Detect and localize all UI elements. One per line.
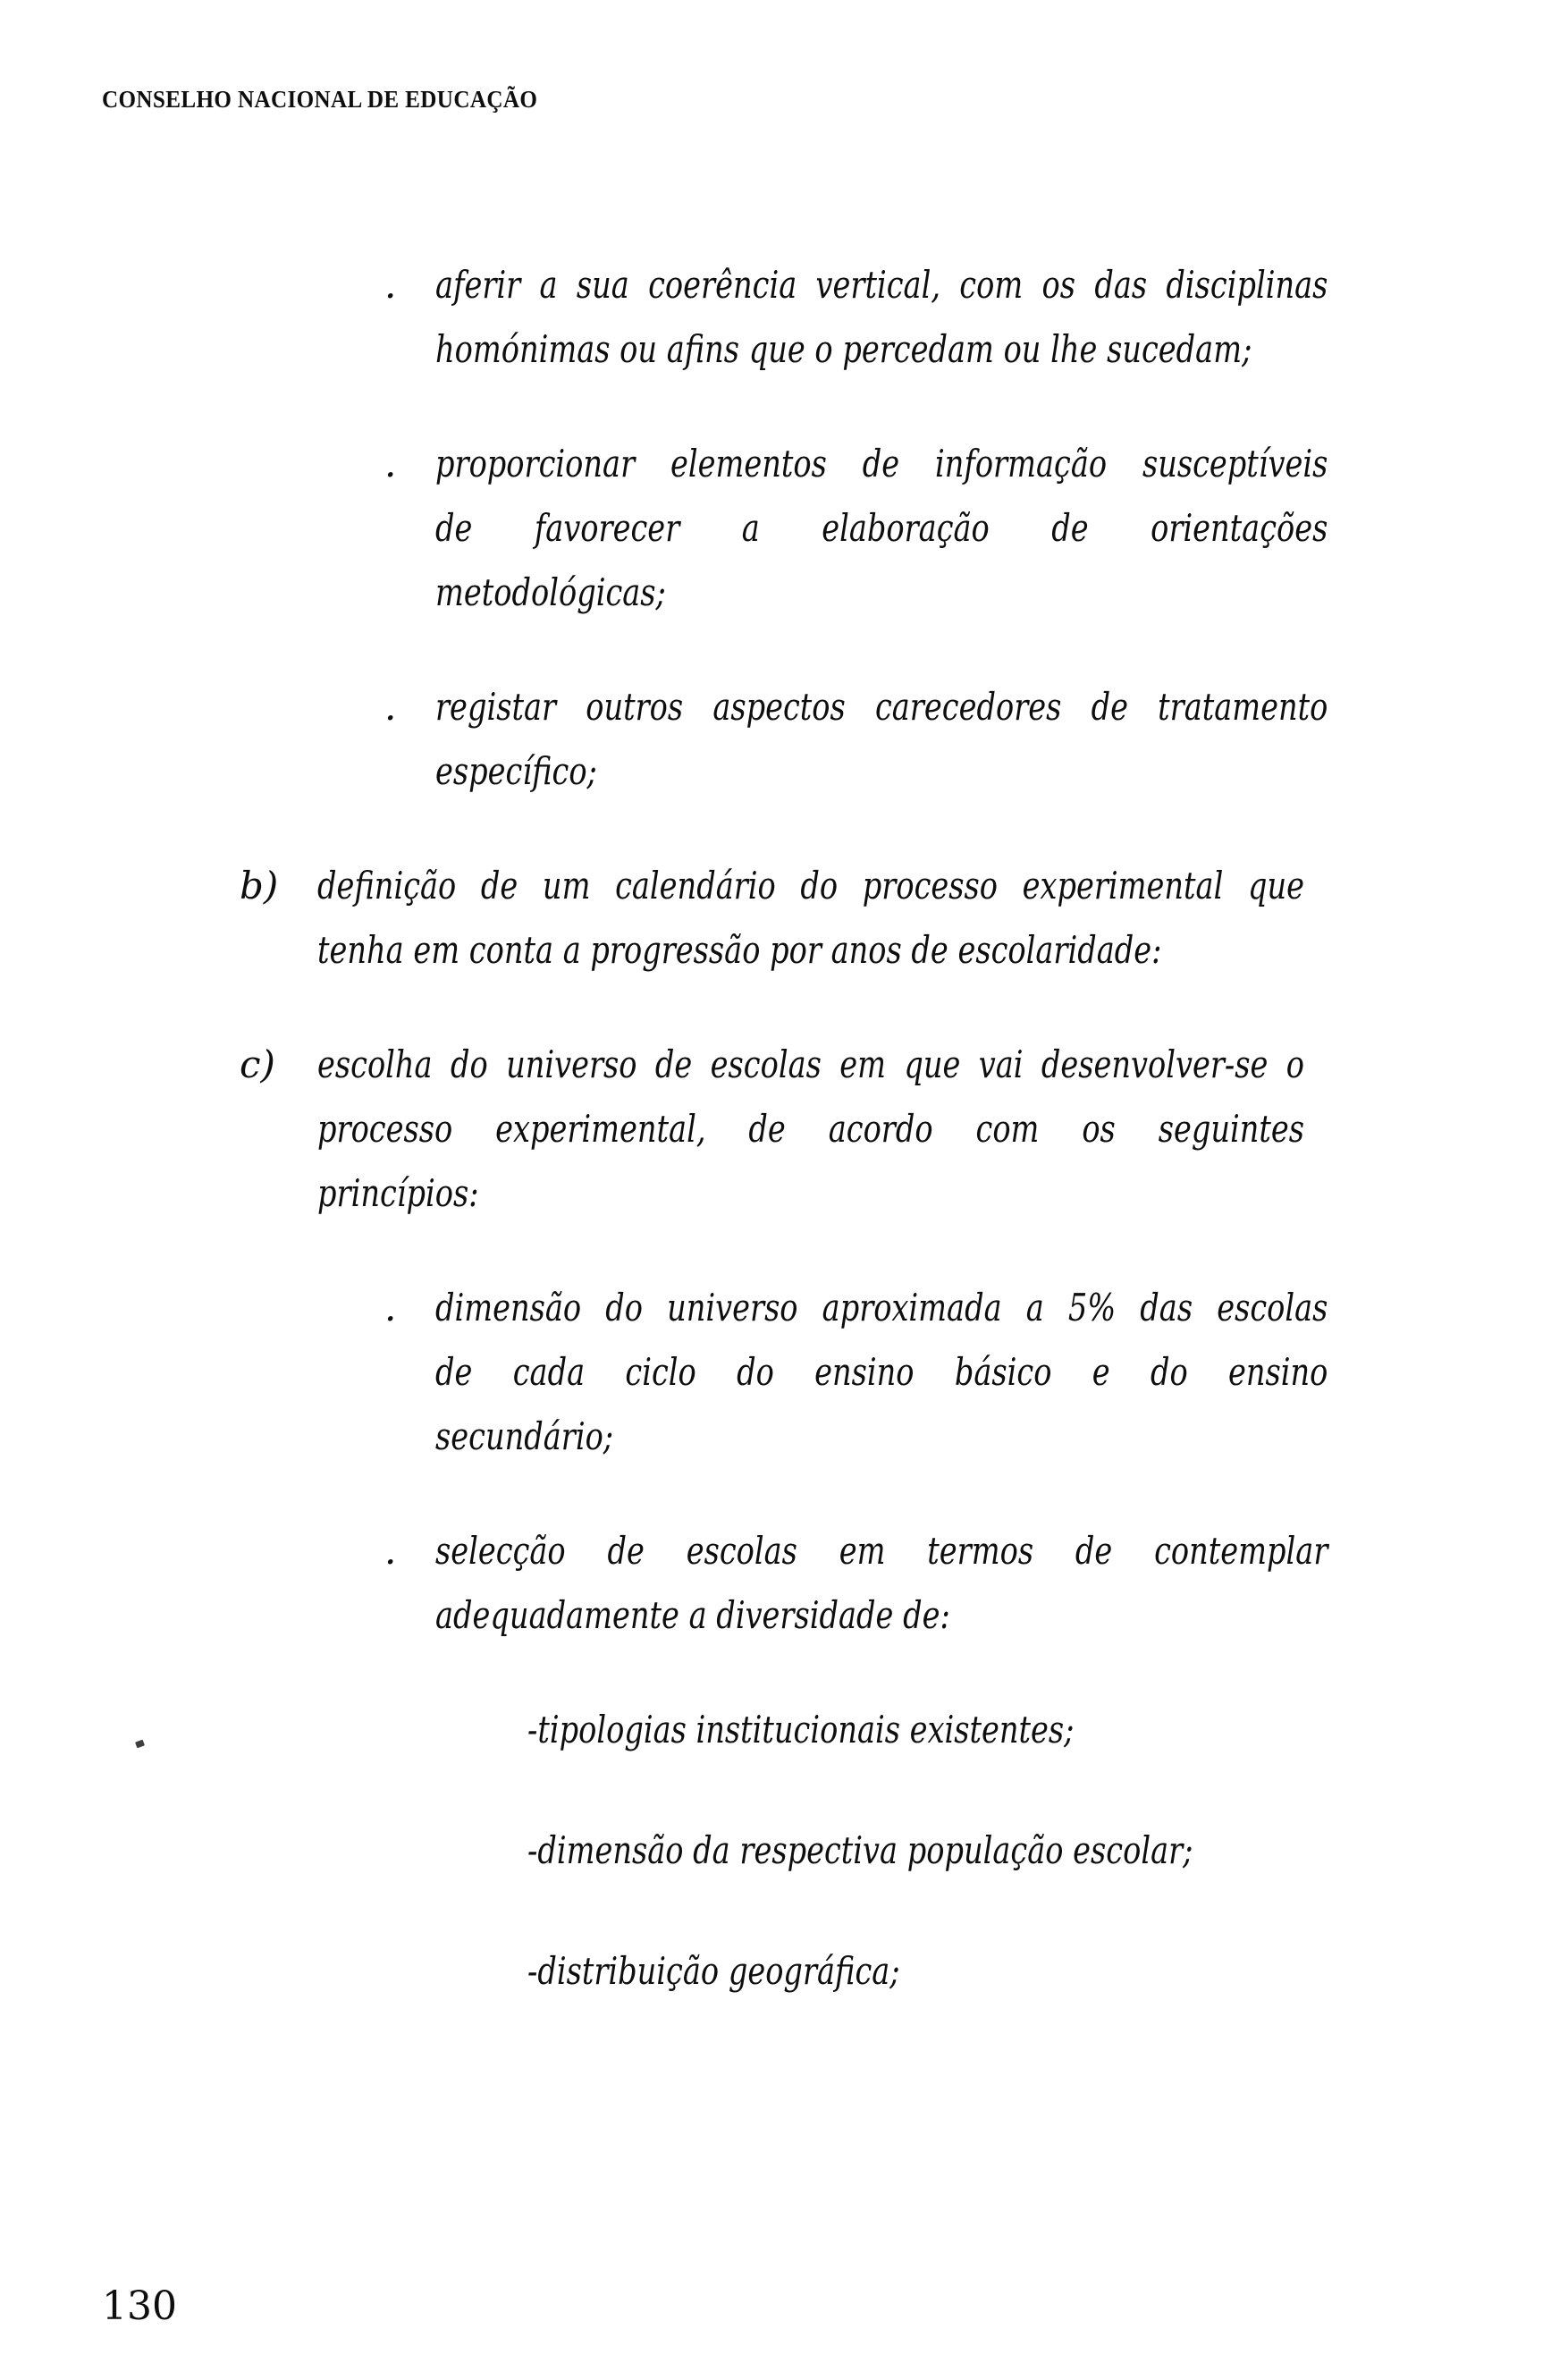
paragraph: [435, 1519, 1328, 1648]
paragraph: [435, 253, 1328, 382]
list-item-lettered-c: [0, 1033, 1551, 1226]
list-item-bullet: [0, 253, 1551, 382]
paragraph: [435, 1276, 1328, 1469]
bullet-marker: .: [384, 1286, 397, 1329]
text-line: de cada ciclo do ensino básico e do ensino: [435, 1350, 1328, 1394]
document-body: [0, 253, 1551, 2060]
text-line: de favorecer a elaboração de orientações: [435, 506, 1328, 550]
bullet-marker: .: [384, 442, 397, 485]
list-item-bullet: [0, 432, 1551, 625]
text-line: homónimas ou afins que o percedam ou lhe sucedam;: [435, 327, 1252, 371]
page-number: 130: [102, 2283, 177, 2329]
text-line: aferir a sua coerência vertical, com os das disciplinas: [435, 263, 1328, 307]
text-line: escolha do universo de escolas em que vai desenvolver-se o: [317, 1042, 1304, 1086]
text-line: adequadamente a diversidade de:: [435, 1593, 950, 1637]
list-item-dash: [0, 1698, 1551, 1762]
bullet-marker: .: [384, 263, 397, 307]
text-line: tenha em conta a progressão por anos de escolaridade:: [317, 928, 1162, 972]
text-line: dimensão do universo aproximada a 5% das escolas: [435, 1286, 1328, 1329]
document-header: CONSELHO NACIONAL DE EDUCAÇÃO: [102, 86, 538, 113]
bullet-marker: .: [384, 685, 397, 729]
list-item-lettered-b: [0, 854, 1551, 983]
list-item-bullet: [0, 1276, 1551, 1469]
item-label: b): [240, 864, 279, 907]
paragraph: [317, 854, 1304, 983]
text-line: específico;: [435, 749, 597, 793]
paragraph: [435, 675, 1328, 804]
bullet-marker: .: [384, 1529, 397, 1573]
text-line: secundário;: [435, 1414, 614, 1458]
text-line: -distribuição geográfica;: [527, 1949, 900, 1993]
text-line: princípios:: [317, 1171, 479, 1215]
paragraph: [527, 1939, 1346, 2004]
text-line: registar outros aspectos carecedores de tratamento: [435, 685, 1328, 729]
text-line: metodológicas;: [435, 570, 666, 614]
paragraph: [317, 1033, 1304, 1226]
list-item-dash: [0, 1939, 1551, 2004]
text-line: -dimensão da respectiva população escolar;: [527, 1828, 1193, 1872]
text-line: selecção de escolas em termos de contemplar: [435, 1529, 1328, 1573]
paragraph: [527, 1698, 1346, 1762]
list-item-bullet: [0, 1519, 1551, 1648]
text-line: processo experimental, de acordo com os seguintes: [317, 1107, 1304, 1151]
text-line: -tipologias institucionais existentes;: [527, 1708, 1075, 1751]
text-line: proporcionar elementos de informação susceptíveis: [435, 442, 1328, 485]
paragraph: [435, 432, 1328, 625]
paragraph: [527, 1819, 1346, 1883]
item-label: c): [240, 1042, 275, 1086]
list-item-bullet: [0, 675, 1551, 804]
text-line: definição de um calendário do processo experimental que: [317, 864, 1304, 907]
list-item-dash: [0, 1819, 1551, 1883]
